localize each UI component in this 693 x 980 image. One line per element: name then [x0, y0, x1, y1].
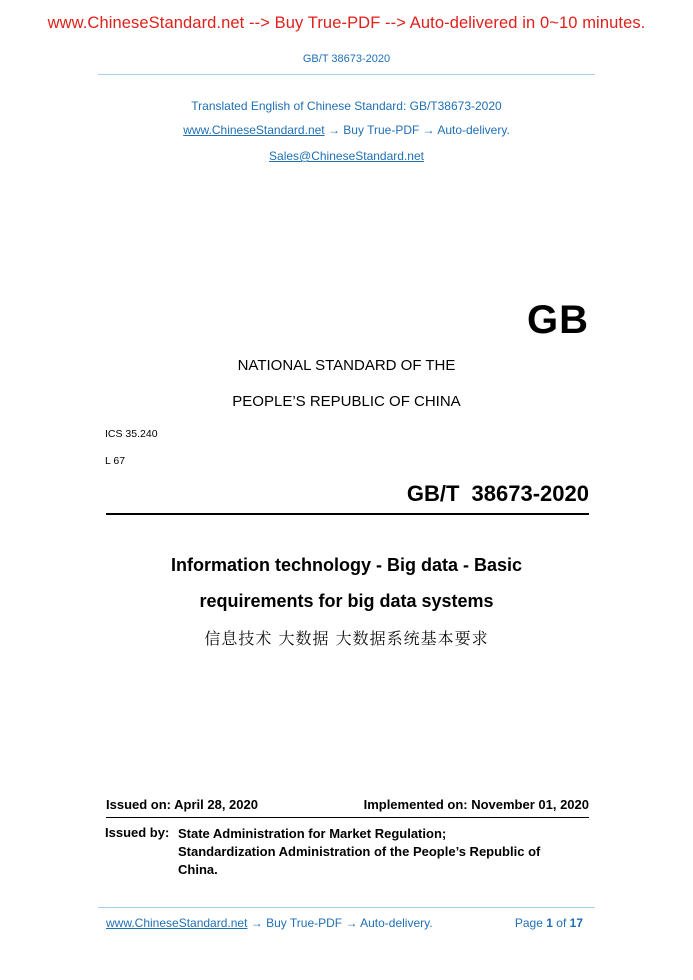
sales-email-link[interactable]: Sales@ChineseStandard.net — [269, 149, 424, 163]
page-current: 1 — [546, 916, 553, 930]
page-total: 17 — [569, 916, 583, 930]
page-of: of — [556, 916, 567, 930]
chinese-title: 信息技术 大数据 大数据系统基本要求 — [204, 629, 489, 648]
page-label: Page — [514, 916, 543, 930]
purchase-line — [0, 123, 693, 137]
issuer-line1: State Administration for Market Regulation; — [178, 826, 447, 841]
issuer-line3: China. — [178, 862, 218, 877]
standard-number: GB/T 38673-2020 — [406, 481, 589, 506]
title-divider — [106, 513, 589, 515]
issuer-line2: Standardization Administration of the People’s Republic of — [178, 844, 541, 859]
issued-on-date: Issued on: April 28, 2020 — [106, 797, 258, 812]
purchase-text: → Buy True-PDF → Auto-delivery. — [324, 123, 510, 137]
footer-purchase-line — [106, 916, 433, 930]
header-divider — [98, 74, 595, 75]
national-standard-line1: NATIONAL STANDARD OF THE — [237, 357, 456, 374]
footer-purchase-text: → Buy True-PDF → Auto-delivery. — [247, 916, 433, 930]
footer-divider — [98, 907, 595, 908]
l-code: L 67 — [105, 455, 126, 467]
footer-site-link[interactable]: www.ChineseStandard.net — [106, 916, 248, 930]
email-line — [0, 149, 693, 163]
ics-code: ICS 35.240 — [105, 428, 158, 440]
title-line2: requirements for big data systems — [199, 591, 494, 611]
implemented-on-date: Implemented on: November 01, 2020 — [363, 797, 589, 812]
top-banner[interactable]: www.ChineseStandard.net --> Buy True-PDF --> Auto-delivered in 0~10 minutes. — [47, 14, 646, 32]
issued-by-organizations — [178, 825, 540, 879]
header-standard-code: GB/T 38673-2020 — [302, 53, 391, 65]
site-link[interactable]: www.ChineseStandard.net — [183, 123, 325, 137]
gb-logo: GB — [527, 298, 589, 342]
issue-divider — [106, 817, 589, 818]
national-standard-line2: PEOPLE’S REPUBLIC OF CHINA — [232, 393, 461, 410]
page-indicator — [515, 916, 583, 930]
title-line1: Information technology - Big data - Basic — [170, 555, 523, 575]
translation-notice: Translated English of Chinese Standard: GB/T38673-2020 — [191, 99, 502, 113]
issued-by-label: Issued by: — [105, 825, 170, 840]
